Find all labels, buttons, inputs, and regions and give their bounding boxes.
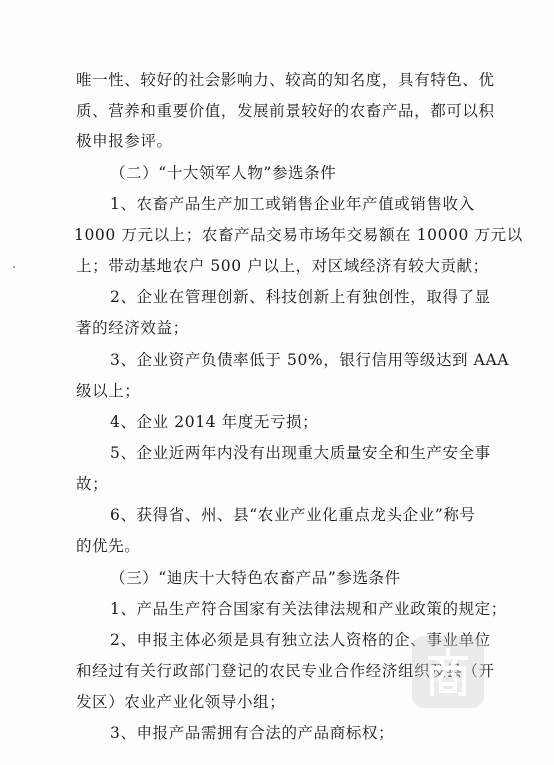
text-line: 质、营养和重要价值，发展前景较好的农畜产品，都可以积 [76,102,495,120]
scan-speck [13,266,15,268]
text-line: 唯一性、较好的社会影响力、较高的知名度，具有特色、优 [76,71,495,89]
shop-logo-icon [420,644,476,700]
text-line: 3、申报产品需拥有合法的产品商标权； [110,724,395,742]
text-line: 上；带动基地农户 500 户以上，对区域经济有较大贡献； [76,257,489,275]
text-line: 1、农畜产品生产加工或销售企业年产值或销售收入 [110,195,475,213]
section-heading: （二）“十大领军人物”参选条件 [110,164,337,182]
text-line: 6、获得省、州、县“农业产业化重点龙头企业”称号 [110,506,476,524]
text-line: 1、产品生产符合国家有关法律法规和产业政策的规定； [110,600,507,618]
text-line: 3、企业资产负债率低于 50%，银行信用等级达到 AAA [110,351,510,369]
text-line: 极申报参评。 [76,132,173,150]
text-line: 著的经济效益； [76,319,189,337]
text-line: 2、申报主体必须是具有独立法人资格的企、事业单位 [110,631,491,649]
text-line: 2、企业在管理创新、科技创新上有独创性，取得了显 [110,288,491,306]
watermark-logo [412,636,484,708]
text-line: 的优先。 [76,537,141,555]
text-line: 4、企业 2014 年度无亏损； [110,413,319,431]
text-line: 发区）农业产业化领导小组； [76,693,286,711]
text-line: 1000 万元以上；农畜产品交易市场年交易额在 10000 万元以 [74,226,523,244]
text-line: 5、企业近两年内没有出现重大质量安全和生产安全事 [110,444,491,462]
section-heading: （三）“迪庆十大特色农畜产品”参选条件 [110,569,401,587]
text-line: 故； [76,475,109,493]
text-line: 级以上； [76,382,141,400]
text-line: 和经过有关行政部门登记的农民专业合作经济组织及县（开 [76,662,495,680]
